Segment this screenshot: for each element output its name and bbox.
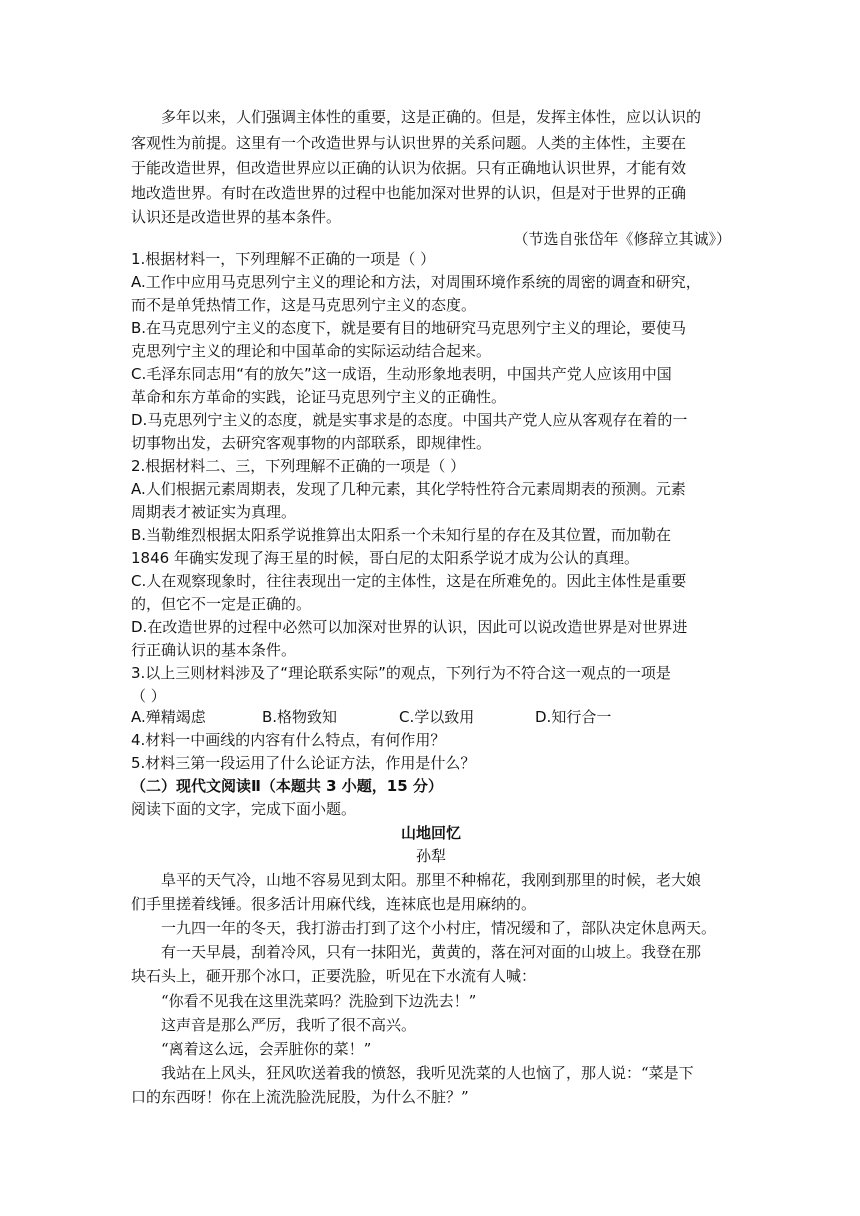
source-note: （节选自张岱年《修辞立其诚》） bbox=[513, 230, 731, 248]
q2-option-d: D.在改造世界的过程中必然可以加深对世界的认识，因此可以说改造世界是对世界进 bbox=[131, 618, 688, 636]
story-line: 我站在上风头，狂风吹送着我的愤怒，我听见洗菜的人也恼了，那人说：“菜是下 bbox=[161, 1064, 694, 1082]
story-line: “你看不见我在这里洗菜吗？洗脸到下边洗去！” bbox=[161, 992, 477, 1010]
question-1-stem: 1.根据材料一，下列理解不正确的一项是（ ） bbox=[131, 250, 436, 268]
material3-line: 多年以来，人们强调主体性的重要，这是正确的。但是，发挥主体性，应以认识的 bbox=[161, 108, 702, 126]
q2-option-a: A.人们根据元素周期表，发现了几种元素，其化学特性符合元素周期表的预测。元素 bbox=[131, 480, 686, 498]
question-5: 5.材料三第一段运用了什么论证方法，作用是什么？ bbox=[131, 754, 476, 772]
section-instruction: 阅读下面的文字，完成下面小题。 bbox=[131, 800, 357, 818]
story-line: “离着这么远，会弄脏你的菜！” bbox=[161, 1040, 372, 1058]
q1-option-d: D.马克思列宁主义的态度，就是实事求是的态度。中国共产党人应从客观存在着的一 bbox=[131, 411, 688, 429]
story-line: 阜平的天气冷，山地不容易见到太阳。那里不种棉花，我刚到那里的时候，老大娘 bbox=[161, 871, 702, 889]
q2-option-b: 1846 年确实发现了海王星的时候，哥白尼的太阳系学说才成为公认的真理。 bbox=[131, 549, 639, 567]
q1-option-c: 革命和东方革命的实践，论证马克思列宁主义的正确性。 bbox=[131, 388, 507, 406]
question-2-stem: 2.根据材料二、三，下列理解不正确的一项是（ ） bbox=[131, 457, 466, 475]
q3-option-c: C.学以致用 bbox=[399, 708, 475, 726]
q3-option-d: D.知行合一 bbox=[535, 708, 612, 726]
question-3-stem: 3.以上三则材料涉及了“理论联系实际”的观点，下列行为不符合这一观点的一项是 bbox=[131, 664, 671, 682]
q1-option-a: 而不是单凭热情工作，这是马克思列宁主义的态度。 bbox=[131, 296, 477, 314]
q1-option-d: 切事物出发，去研究客观事物的内部联系，即规律性。 bbox=[131, 434, 492, 452]
story-line: 有一天早晨，刮着冷风，只有一抹阳光，黄黄的，落在河对面的山坡上。我登在那 bbox=[161, 943, 702, 961]
question-4: 4.材料一中画线的内容有什么特点，有何作用？ bbox=[131, 731, 446, 749]
q2-option-a: 周期表才被证实为真理。 bbox=[131, 503, 297, 521]
q3-options bbox=[131, 706, 731, 728]
q2-option-c: C.人在观察现象时，往往表现出一定的主体性，这是在所难免的。因此主体性是重要 bbox=[131, 572, 687, 590]
story-line: 块石头上，砸开那个冰口，正要洗脸，听见在下水流有人喊： bbox=[131, 967, 537, 985]
q1-option-b: B.在马克思列宁主义的态度下，就是要有目的地研究马克思列宁主义的理论，要使马 bbox=[131, 319, 687, 337]
q1-option-c: C.毛泽东同志用“有的放矢”这一成语，生动形象地表明，中国共产党人应该用中国 bbox=[131, 365, 672, 383]
material3-line: 于能改造世界，但改造世界应以正确的认识为依据。只有正确地认识世界，才能有效 bbox=[131, 159, 687, 177]
q2-option-b: B.当勒维烈根据太阳系学说推算出太阳系一个未知行星的存在及其位置，而加勒在 bbox=[131, 526, 672, 544]
material3-line: 客观性为前提。这里有一个改造世界与认识世界的关系问题。人类的主体性，主要在 bbox=[131, 134, 687, 152]
q2-option-d: 行正确认识的基本条件。 bbox=[131, 641, 297, 659]
q1-option-a: A.工作中应用马克思列宁主义的理论和方法，对周围环境作系统的周密的调查和研究， bbox=[131, 273, 701, 291]
material3-line: 地改造世界。有时在改造世界的过程中也能加深对世界的认识，但是对于世界的正确 bbox=[131, 184, 687, 202]
q3-option-b: B.格物致知 bbox=[262, 708, 338, 726]
material3-line: 认识还是改造世界的基本条件。 bbox=[131, 208, 342, 226]
story-line: 这声音是那么严厉，我听了很不高兴。 bbox=[161, 1016, 417, 1034]
section-heading: （二）现代文阅读Ⅱ（本题共 3 小题，15 分） bbox=[131, 777, 443, 795]
story-title: 山地回忆 bbox=[400, 824, 461, 842]
story-line: 一九四一年的冬天，我打游击打到了这个小村庄，情况缓和了，部队决定休息两天。 bbox=[161, 919, 717, 937]
q2-option-c: 的，但它不一定是正确的。 bbox=[131, 595, 312, 613]
story-author: 孙犁 bbox=[415, 847, 446, 865]
story-line: 口的东西呀！你在上流洗脸洗屁股，为什么不脏？” bbox=[131, 1088, 469, 1106]
q1-option-b: 克思列宁主义的理论和中国革命的实际运动结合起来。 bbox=[131, 342, 492, 360]
question-3-stem: （ ） bbox=[131, 687, 166, 705]
story-line: 们手里搓着线锤。很多活计用麻代线，连袜底也是用麻纳的。 bbox=[131, 895, 537, 913]
q3-option-a: A.殚精竭虑 bbox=[131, 708, 206, 726]
